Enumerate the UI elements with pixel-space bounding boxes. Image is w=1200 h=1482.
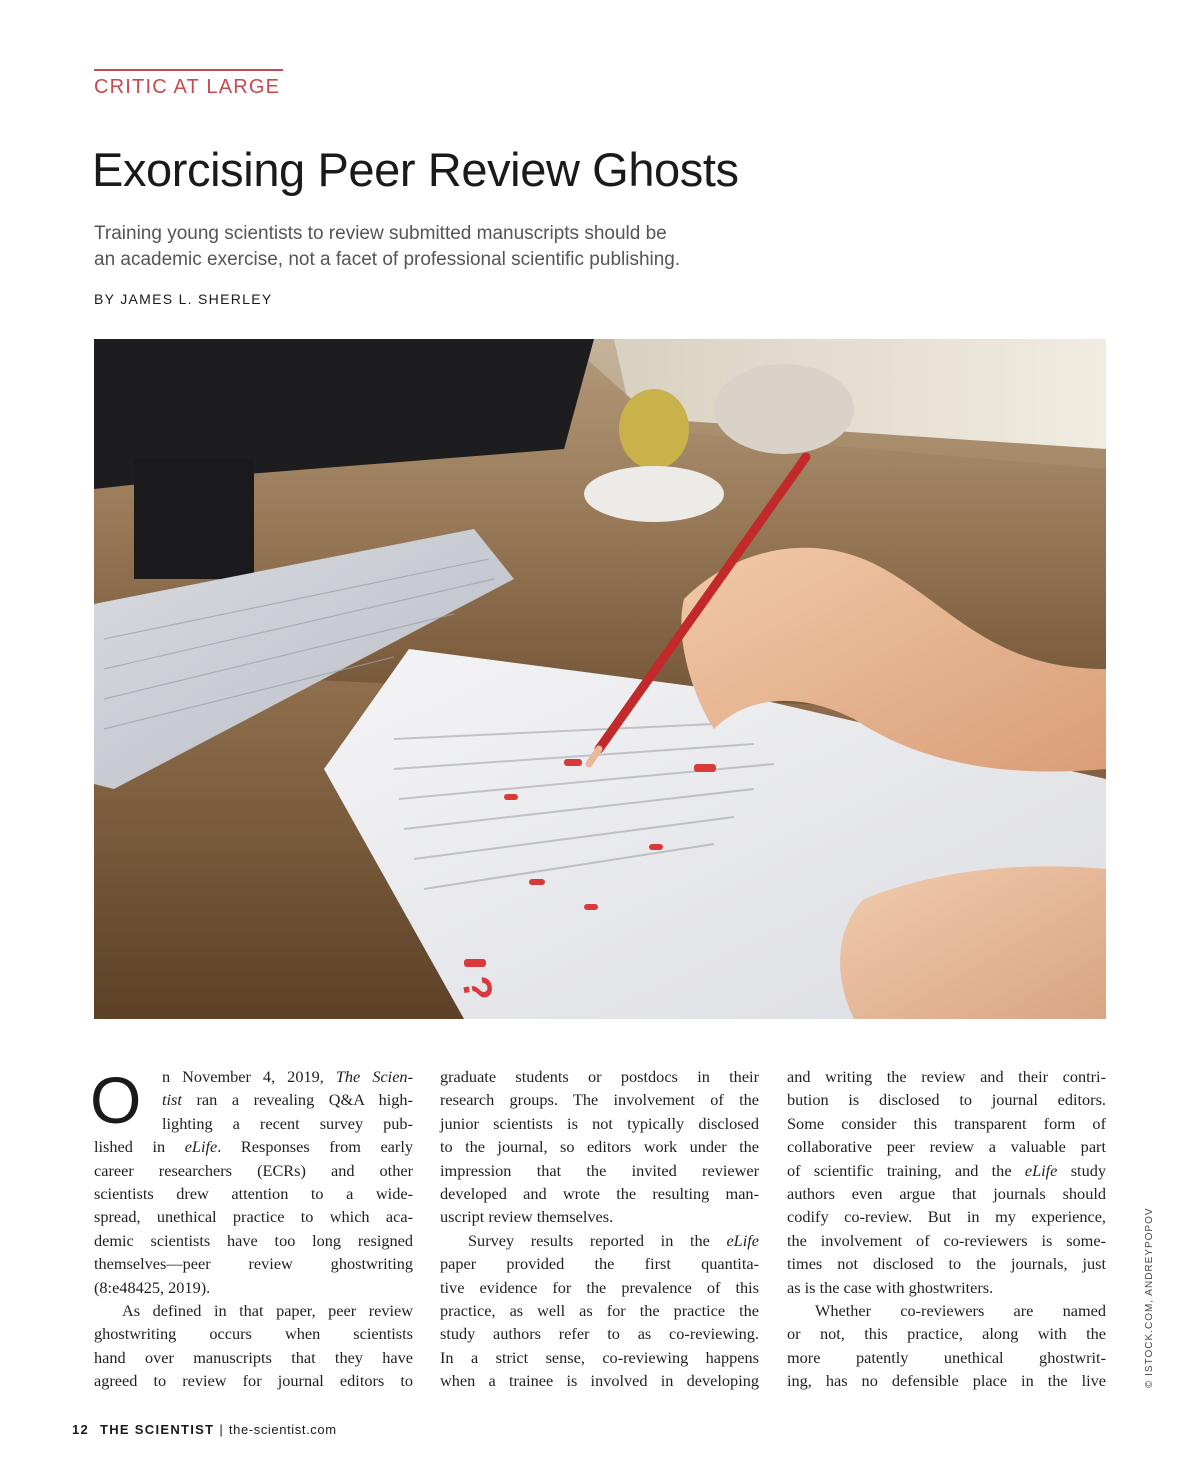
svg-text:?: ? (453, 972, 501, 1005)
body-line: lished in eLife. Responses from early (94, 1137, 413, 1157)
body-line: authors even argue that journals should (787, 1183, 1106, 1203)
body-line: (8:e48425, 2019). (94, 1277, 211, 1297)
magazine-url[interactable]: the-scientist.com (228, 1422, 337, 1437)
article-photo (94, 339, 1106, 1019)
body-line: scientists drew attention to a wide- (94, 1183, 413, 1203)
photo-icon (94, 339, 1106, 1019)
dek-line: Training young scientists to review submitted manuscripts should be (94, 223, 667, 244)
body-column-3 (787, 1065, 1106, 1392)
body-line: ing, has no defensible place in the live (787, 1371, 1106, 1391)
section-label: CRITIC AT LARGE (94, 76, 281, 98)
body-line: graduate students or postdocs in their (440, 1067, 759, 1086)
body-line: As defined in that paper, peer review (122, 1300, 413, 1320)
body-line: uscript review themselves. (440, 1207, 614, 1227)
article-body (90, 1063, 1106, 1395)
body-line: or not, this practice, along with the (787, 1324, 1106, 1344)
body-line: career researchers (ECRs) and other (94, 1160, 413, 1180)
body-line: the involvement of co-reviewers is some- (787, 1230, 1106, 1250)
section-rule (94, 69, 283, 71)
article-dek (94, 221, 794, 273)
body-line: as is the case with ghostwriters. (787, 1277, 994, 1297)
body-line: tist ran a revealing Q&A high- (162, 1090, 413, 1110)
footer-separator: | (219, 1422, 224, 1437)
body-line: codify co-review. But in my experience, (787, 1207, 1106, 1227)
body-line: tive evidence for the prevalence of this (440, 1277, 759, 1297)
body-line: study authors refer to as co-reviewing. (440, 1324, 759, 1344)
article-headline: Exorcising Peer Review Ghosts (92, 143, 739, 196)
body-line: of scientific training, and the eLife study (787, 1160, 1106, 1180)
byline: BY JAMES L. SHERLEY (94, 291, 273, 307)
body-line: times not disclosed to the journals, just (787, 1254, 1106, 1274)
body-column-1 (90, 1063, 413, 1392)
body-line: bution is disclosed to journal editors. (787, 1090, 1106, 1110)
body-line: ghostwriting occurs when scientists (94, 1324, 413, 1344)
body-line: junior scientists is not typically disclosed (440, 1113, 759, 1133)
body-column-2 (440, 1065, 759, 1392)
body-line: n November 4, 2019, The Scien- (162, 1067, 413, 1086)
body-line: spread, unethical practice to which aca- (94, 1207, 413, 1227)
photo-credit: © ISTOCK.COM, ANDREYPOPOV (1144, 1207, 1155, 1388)
body-line: lighting a recent survey pub- (162, 1113, 413, 1133)
body-line: themselves—peer review ghostwriting (94, 1254, 413, 1274)
body-line: demic scientists have too long resigned (94, 1230, 413, 1250)
body-line: to the journal, so editors work under the (440, 1137, 759, 1157)
magazine-name: THE SCIENTIST (99, 1422, 215, 1437)
body-line: Whether co-reviewers are named (815, 1300, 1106, 1320)
body-line: when a trainee is involved in developing (440, 1371, 759, 1391)
body-line: Some consider this transparent form of (787, 1113, 1106, 1133)
page-footer (72, 1422, 337, 1437)
body-line: practice, as well as for the practice the (440, 1300, 759, 1320)
body-line: and writing the review and their contri- (787, 1067, 1106, 1086)
body-line: In a strict sense, co-reviewing happens (440, 1347, 759, 1367)
body-line: hand over manuscripts that they have (94, 1347, 413, 1367)
body-line: more patently unethical ghostwrit- (787, 1347, 1106, 1367)
body-line: impression that the invited reviewer (440, 1160, 759, 1180)
drop-cap: O (90, 1063, 142, 1137)
body-line: agreed to review for journal editors to (94, 1371, 413, 1391)
page-number: 12 (72, 1422, 90, 1437)
body-line: Survey results reported in the eLife (468, 1230, 759, 1250)
body-line: collaborative peer review a valuable part (787, 1137, 1106, 1157)
body-line: research groups. The involvement of the (440, 1090, 759, 1110)
body-line: paper provided the first quantita- (440, 1254, 759, 1274)
dek-line: an academic exercise, not a facet of professional scientific publishing. (94, 249, 681, 270)
body-line: developed and wrote the resulting man- (440, 1183, 759, 1203)
